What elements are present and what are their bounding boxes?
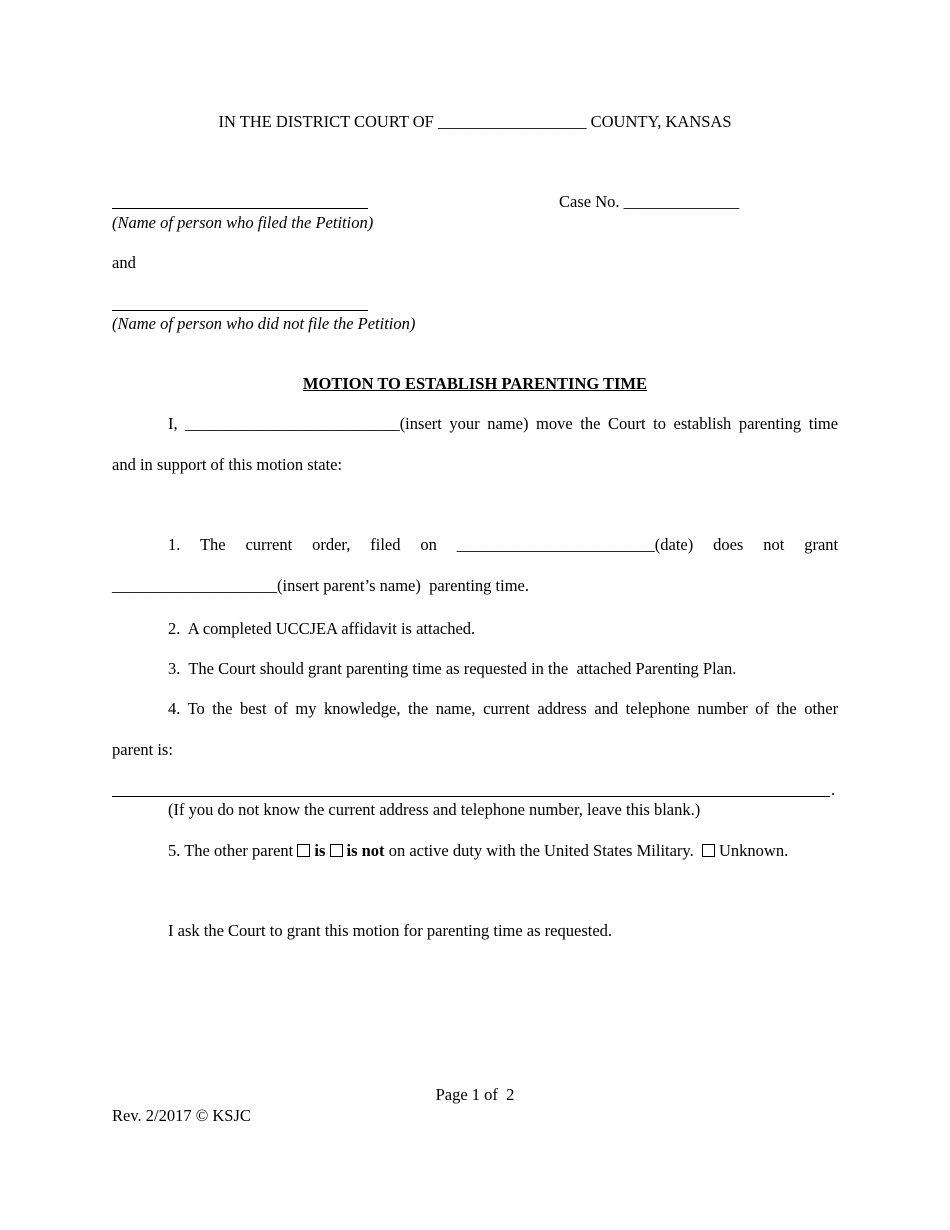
petitioner-label: (Name of person who filed the Petition) (112, 213, 374, 232)
request-statement: I ask the Court to grant this motion for parenting time as requested. (168, 921, 613, 940)
item-3: 3. The Court should grant parenting time as requested in the attached Parenting Plan. (168, 659, 737, 678)
item-5: 5. The other parent is is not on active duty with the United States Military. Unknown. (168, 841, 789, 860)
item-1-line-1: 1. The current order, filed on ________________________(date) does not grant (168, 535, 839, 554)
other-parent-info-line[interactable] (112, 796, 830, 797)
conjunction-text: and (112, 253, 136, 272)
petitioner-name-line[interactable] (112, 208, 368, 209)
item-1-line-2: ____________________(insert parent’s name) parenting time. (112, 576, 529, 595)
blank-line-period: . (831, 780, 836, 799)
item-4-note: (If you do not know the current address and telephone number, leave this blank.) (168, 800, 701, 819)
respondent-name-line[interactable] (112, 310, 368, 311)
intro-line-2: and in support of this motion state: (112, 455, 343, 474)
checkbox-unknown[interactable] (702, 844, 715, 857)
item-4-line-2: parent is: (112, 740, 173, 759)
revision-note: Rev. 2/2017 © KSJC (112, 1106, 251, 1125)
respondent-label: (Name of person who did not file the Petition) (112, 314, 416, 333)
court-caption: IN THE DISTRICT COURT OF __________________ COUNTY, KANSAS (218, 112, 732, 131)
case-number: Case No. ______________ (559, 192, 740, 211)
page-number: Page 1 of 2 (435, 1085, 515, 1104)
motion-title: MOTION TO ESTABLISH PARENTING TIME (302, 374, 648, 393)
checkbox-is-not[interactable] (330, 844, 343, 857)
item-2: 2. A completed UCCJEA affidavit is attached. (168, 619, 476, 638)
intro-line-1: I, __________________________(insert your name) move the Court to establish parenting time (168, 414, 839, 433)
item-4-line-1: 4. To the best of my knowledge, the name, current address and telephone number of the other (168, 699, 839, 718)
checkbox-is[interactable] (297, 844, 310, 857)
